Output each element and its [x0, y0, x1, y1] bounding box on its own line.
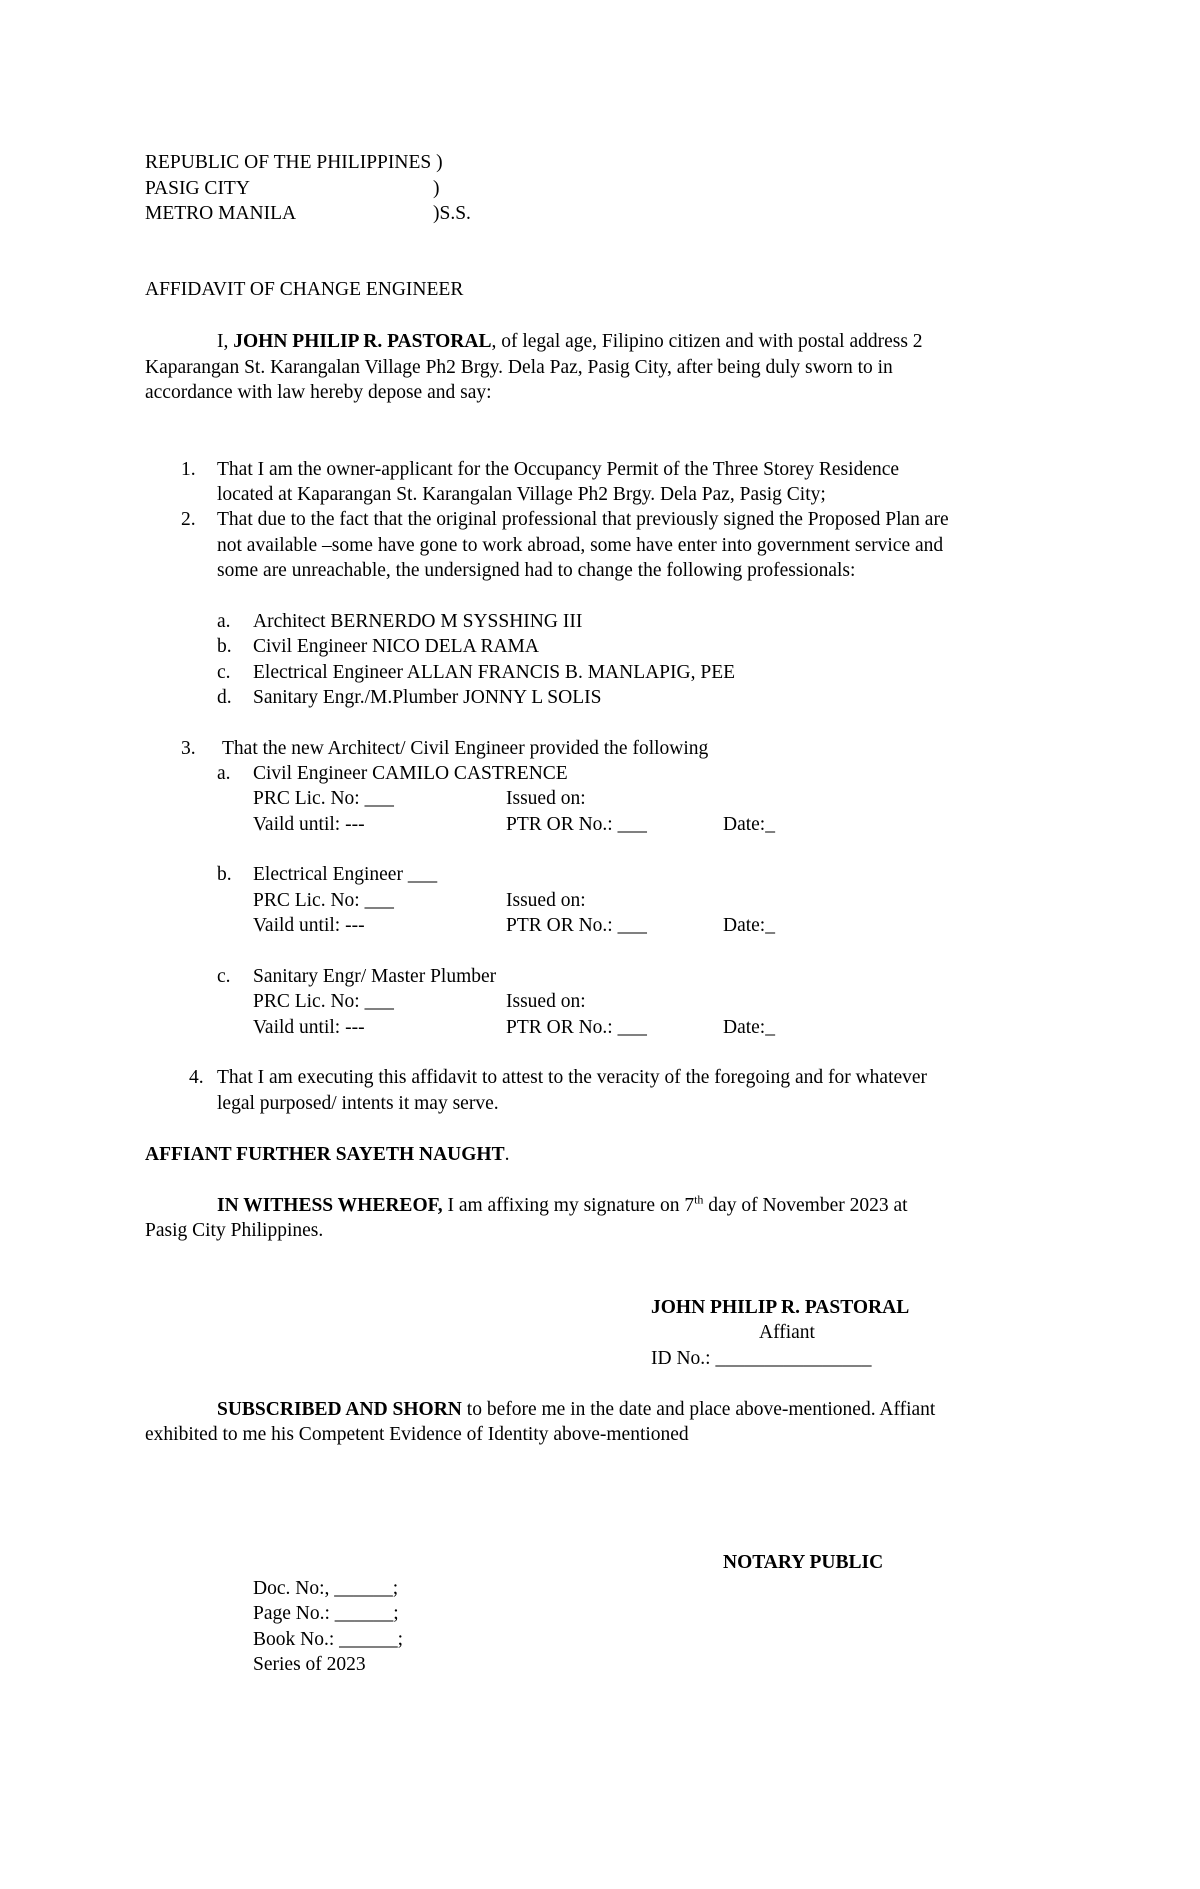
item-3-entry-b-valid: Vaild until: --- [253, 915, 365, 936]
item-3-entry-a-prc: PRC Lic. No: ___ [253, 788, 394, 809]
item-3-entry-c-ptr: PTR OR No.: ___ [506, 1017, 647, 1038]
caption-line-metro: METRO MANILA [145, 203, 297, 224]
sayeth-naught [145, 1142, 509, 1168]
item-3-entry-b-letter: b. [217, 864, 232, 885]
item-3-number: 3. [181, 738, 196, 759]
document-title: AFFIDAVIT OF CHANGE ENGINEER [145, 279, 464, 300]
subscribed-rest: to before me in the date and place above-mentioned. Affiant [461, 1399, 936, 1420]
item-3-entry-c-date: Date:_ [723, 1017, 775, 1038]
item-2-sub-b-text: Civil Engineer NICO DELA RAMA [253, 636, 539, 657]
witness-post: day of November 2023 at [703, 1195, 908, 1216]
notary-public-title [723, 1550, 883, 1576]
item-2-sub-b-letter: b. [217, 636, 232, 657]
item-1-line-2: located at Kaparangan St. Karangalan Village Ph2 Brgy. Dela Paz, Pasig City; [217, 484, 826, 505]
item-2-sub-a-text: Architect BERNERDO M SYSSHING III [253, 611, 583, 632]
item-3-entry-a-title: Civil Engineer CAMILO CASTRENCE [253, 763, 568, 784]
item-2-sub-c-letter: c. [217, 662, 231, 683]
caption-paren-pasig: ) [433, 178, 440, 199]
item-3-entry-b-ptr: PTR OR No.: ___ [506, 915, 647, 936]
affiant-id-number: ID No.: ________________ [651, 1348, 872, 1369]
notary-page-no: Page No.: ______; [253, 1603, 399, 1624]
caption-line-pasig: PASIG CITY [145, 178, 250, 199]
item-2-line-3: some are unreachable, the undersigned had to change the following professionals: [217, 560, 856, 581]
item-3-entry-b-issued: Issued on: [506, 890, 586, 911]
intro-line-1 [217, 329, 923, 355]
item-3-entry-b-date: Date:_ [723, 915, 775, 936]
subscribed-bold: SUBSCRIBED AND SHORN [217, 1399, 462, 1420]
item-4-line-2: legal purposed/ intents it may serve. [217, 1093, 499, 1114]
item-3-entry-b-prc: PRC Lic. No: ___ [253, 890, 394, 911]
item-3-entry-c-issued: Issued on: [506, 991, 586, 1012]
item-3-entry-b-title: Electrical Engineer ___ [253, 864, 438, 885]
item-3-entry-c-title: Sanitary Engr/ Master Plumber [253, 966, 497, 987]
item-2-sub-c-text: Electrical Engineer ALLAN FRANCIS B. MANLAPIG, PEE [253, 662, 736, 683]
item-3-entry-a-valid: Vaild until: --- [253, 814, 365, 835]
witness-pre: I am affixing my signature on 7 [442, 1195, 695, 1216]
item-3-entry-a-ptr: PTR OR No.: ___ [506, 814, 647, 835]
item-4-number: 4. [189, 1067, 204, 1088]
item-3-entry-c-valid: Vaild until: --- [253, 1017, 365, 1038]
witness-bold: IN WITHESS WHEREOF, [217, 1195, 443, 1216]
item-3-entry-a-date: Date:_ [723, 814, 775, 835]
affiant-name-intro: JOHN PHILIP R. PASTORAL [233, 331, 492, 352]
affiant-signature-name [651, 1295, 909, 1321]
item-3-entry-a-letter: a. [217, 763, 231, 784]
intro-line-1-rest: , of legal age, Filipino citizen and with postal address 2 [491, 331, 923, 352]
item-4-line-1: That I am executing this affidavit to attest to the veracity of the foregoing and for whatever [217, 1067, 928, 1088]
subscribed-line-2: exhibited to me his Competent Evidence of Identity above-mentioned [145, 1424, 689, 1445]
item-3-entry-c-prc: PRC Lic. No: ___ [253, 991, 394, 1012]
item-2-sub-d-text: Sanitary Engr./M.Plumber JONNY L SOLIS [253, 687, 602, 708]
item-3-entry-c-letter: c. [217, 966, 231, 987]
witness-line-1 [217, 1193, 908, 1219]
affiant-name-bold: JOHN PHILIP R. PASTORAL [651, 1297, 910, 1318]
subscribed-line-1 [217, 1397, 935, 1423]
affiant-role: Affiant [759, 1322, 815, 1343]
witness-sup: th [694, 1192, 704, 1207]
item-3-line-1: That the new Architect/ Civil Engineer provided the following [222, 738, 709, 759]
item-2-number: 2. [181, 509, 196, 530]
caption-ss: )S.S. [433, 203, 471, 224]
item-2-line-1: That due to the fact that the original professional that previously signed the Proposed Plan are [217, 509, 949, 530]
item-2-sub-a-letter: a. [217, 611, 231, 632]
intro-line-3: accordance with law hereby depose and say: [145, 382, 492, 403]
sayeth-naught-bold: AFFIANT FURTHER SAYETH NAUGHT [145, 1144, 505, 1165]
item-2-sub-d-letter: d. [217, 687, 232, 708]
sayeth-naught-period: . [504, 1144, 510, 1165]
notary-book-no: Book No.: ______; [253, 1629, 404, 1650]
intro-line-2: Kaparangan St. Karangalan Village Ph2 Brgy. Dela Paz, Pasig City, after being duly sworn to in [145, 357, 893, 378]
item-1-line-1: That I am the owner-applicant for the Occupancy Permit of the Three Storey Residence [217, 459, 900, 480]
caption-line-republic: REPUBLIC OF THE PHILIPPINES ) [145, 152, 443, 173]
intro-pronoun: I, [217, 331, 229, 352]
item-1-number: 1. [181, 459, 196, 480]
notary-title-bold: NOTARY PUBLIC [723, 1552, 884, 1573]
notary-doc-no: Doc. No:, ______; [253, 1578, 399, 1599]
item-3-entry-a-issued: Issued on: [506, 788, 586, 809]
notary-series: Series of 2023 [253, 1654, 366, 1675]
item-2-line-2: not available –some have gone to work abroad, some have enter into government service and [217, 535, 944, 556]
witness-line-2: Pasig City Philippines. [145, 1220, 324, 1241]
